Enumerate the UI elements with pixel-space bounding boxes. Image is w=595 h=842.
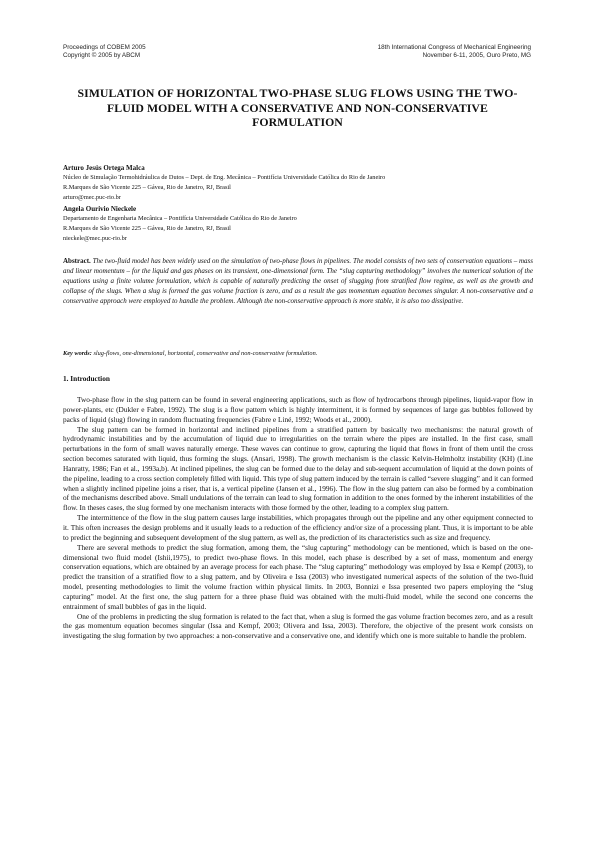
abstract-label: Abstract. xyxy=(63,257,91,265)
keywords xyxy=(63,349,533,358)
author-address: R.Marques de São Vicente 225 – Gávea, Rio de Janeiro, RJ, Brasil xyxy=(63,225,231,232)
author-affiliation: Departamento de Engenharia Mecânica – Pontifícia Universidade Católica do Rio de Janeiro xyxy=(63,215,297,222)
paragraph: The intermittence of the flow in the slug pattern causes large instabilities, which propagates through out the pipeline and any other equipment connected to it. This often increases the design problems and it usually leads to a reduction of the efficiency and/or size of a processing plant. Thus, it is important to be able to predict the beginning and subsequent development of the slug pattern, as well as, the prediction of its characteristics such as size and frequency. xyxy=(63,513,533,542)
copyright-notice: Copyright © 2005 by ABCM xyxy=(63,52,141,59)
abstract-text: The two-fluid model has been widely used on the simulation of two-phase flows in pipelines. The model consists of two sets of conservation equations – mass and linear momentum – for the liquid and gas phases on its transient, one-dimensional form. The “slug capturing methodology” involves the numerical solution of the equations using a finite volume formulation, which is capable of naturally predicting the onset of slugging from stratified flow regime, as well as the growth and collapse of the slugs. When a slug is formed the gas volume fraction is zero, and as a result the gas momentum equation becomes singular. A non-conservative and a conservative approach were employed to handle the problem. Although the non-conservative approach is more stable, it is also too dissipative. xyxy=(63,257,534,306)
author-block-1 xyxy=(63,163,533,203)
paragraph: One of the problems in predicting the slug formation is related to the fact that, when a slug is formed the gas volume fraction becomes zero, and as a result the gas momentum equation becomes singular (Issa and Kempf, 2003; Olivera and Issa, 2003). Therefore, the objective of the present work consists on investigating the slug formation by two approaches: a non-conservative and a conservative one, and identify which one is more suitable to handle the problem. xyxy=(63,611,533,641)
author-email: nieckele@mec.puc-rio.br xyxy=(63,235,127,242)
section-heading-introduction: 1. Introduction xyxy=(63,374,110,383)
author-email: arturo@mec.puc-rio.br xyxy=(63,194,121,201)
running-header-right xyxy=(378,44,531,60)
paper-title: SIMULATION OF HORIZONTAL TWO-PHASE SLUG FLOWS USING THE TWO-FLUID MODEL WITH A CONSERVATIVE AND NON-CONSERVATIVE FORMULATION xyxy=(77,86,518,129)
running-header-left xyxy=(63,44,146,60)
author-block-2 xyxy=(63,204,533,244)
conference-proceedings-label: Proceedings of COBEM 2005 xyxy=(63,44,146,51)
congress-date-location: November 6-11, 2005, Ouro Preto, MG xyxy=(422,52,531,59)
introduction-body xyxy=(63,395,533,641)
keywords-label: Key words: xyxy=(63,350,92,357)
paragraph: Two-phase flow in the slug pattern can be found in several engineering applications, such as flow of hydrocarbons through pipelines, liquid-vapor flow in power-plants, etc (Dukler e Fabre, 1992). The slug is a flow pattern which is highly intermittent, it is formed by sequences of large gas bubbles followed by packs of liquid (slug) flowing in random fluctuating frequencies (Fabre e Liné, 1992; Woods et al., 2000). xyxy=(63,395,533,424)
author-affiliation: Núcleo de Simulação Termohidráulica de Dutos – Dept. de Eng. Mecânica – Pontifícia Universidade Católica do Rio de Janeiro xyxy=(63,174,386,181)
keywords-text: slug-flows, one-dimensional, horizontal, conservative and non-conservative formulation. xyxy=(93,350,318,357)
author-name: Angela Ourivio Nieckele xyxy=(63,205,137,213)
author-name: Arturo Jesús Ortega Malca xyxy=(63,164,145,172)
paragraph: There are several methods to predict the slug formation, among them, the “slug capturing” methodology can be mentioned, which is based on the one-dimensional two fluid model (Ishii,1975), to predict two-phase flows. In this model, each phase is described by a set of mass, momentum and energy conservation equations, which are obtained by an average process for each phase. The “slug capturing” methodology was employed by Issa e Kempf (2003), to predict the transition of a stratified flow to a slug pattern, and by Oliveira e Issa (2003) who investigated numerical aspects of the solution of the two-fluid model, presenting methodologies to limit the volume fraction within physical limits. In 2003, Bonnizi e Issa presented two papers employing the “slug capturing” model. At the first one, the slug pattern for a three phase fluid was obtained with the multi-fluid model, while the second one concerns the entrainment of small bubbles of gas in the liquid. xyxy=(63,542,533,611)
paragraph: The slug pattern can be formed in horizontal and inclined pipelines from a stratified pattern by basically two mechanisms: the natural growth of hydrodynamic instabilities and by the accumulation of liquid due to irregularities on the terrain where the pipes are installed. In the first case, small perturbations in the form of small waves naturally emerge. These waves can continue to grow, capturing the liquid that flows in front of them until the cross section becomes saturated with liquid, thus forming the slugs. (Ansari, 1998). The growth mechanism is the classic Kelvin-Helmholtz instability (KH) (Line Hanratty, 1986; Fan et al., 1993a,b). At inclined pipelines, the slug can be formed due to the delay and sub-sequent accumulation of liquid at the down points of the pipeline, leading to a cross section completely filled with liquid. This type of slug pattern induced by the terrain is called “severe slugging” and it can formed when a slightly inclined pipeline joins a riser, that is, a vertical pipeline (Jansen et al., 1996). The flow in the slug pattern can also be formed by a combination of the mechanisms described above. Small undulations of the terrain can lead to slug formation in addition to the ones formed by the inherent instabilities of the flow. In theses cases, the slug formed by one mechanism interacts with those formed by the other, leading to a complex slug pattern. xyxy=(63,424,533,513)
author-address: R.Marques de São Vicente 225 – Gávea, Rio de Janeiro, RJ, Brasil xyxy=(63,184,231,191)
abstract xyxy=(63,256,533,306)
congress-name: 18th International Congress of Mechanical Engineering xyxy=(377,44,531,51)
